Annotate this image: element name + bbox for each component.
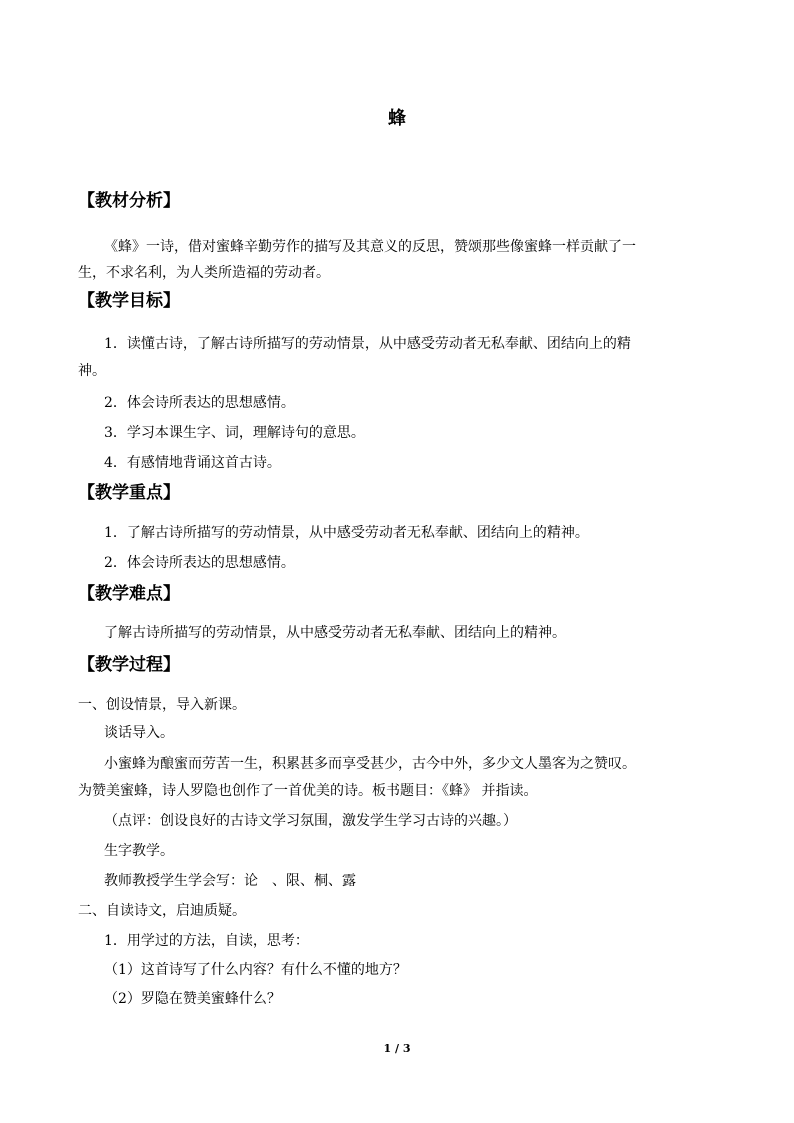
list-item: 1．读懂古诗，了解古诗所描写的劳动情景，从中感受劳动者无私奉献、团结向上的精 bbox=[104, 336, 631, 352]
section-difficulty bbox=[78, 583, 718, 605]
list-item: 2．体会诗所表达的思想感情。 bbox=[104, 395, 295, 411]
comment-line: （点评：创设良好的古诗文学习氛围，激发学生学习古诗的兴趣。） bbox=[104, 813, 517, 829]
process-line-4 bbox=[78, 780, 718, 802]
goal-item-1 bbox=[78, 333, 718, 355]
paragraph-line: 为赞美蜜蜂，诗人罗隐也创作了一首优美的诗。板书题目：《蜂》 并指读。 bbox=[78, 783, 538, 799]
section-heading: 【教学难点】 bbox=[78, 584, 180, 604]
section-analysis bbox=[78, 190, 718, 212]
goal-item-3 bbox=[78, 422, 718, 444]
process-line-7 bbox=[78, 870, 718, 892]
section-key bbox=[78, 482, 718, 504]
document-title: 蜂 bbox=[388, 108, 406, 129]
goal-item-1-cont bbox=[78, 360, 718, 382]
key-item-1 bbox=[78, 522, 718, 544]
section-heading: 【教材分析】 bbox=[78, 191, 180, 211]
list-item: 2．体会诗所表达的思想感情。 bbox=[104, 555, 295, 571]
process-line-8 bbox=[78, 900, 718, 922]
list-item: 1．用学过的方法，自读，思考： bbox=[104, 933, 309, 949]
paragraph-line: 小蜜蜂为酿蜜而劳苦一生，积累甚多而享受甚少，古今中外，多少文人墨客为之赞叹。 bbox=[104, 756, 636, 772]
question-item: （1）这首诗写了什么内容？有什么不懂的地方？ bbox=[104, 962, 407, 978]
section-heading: 【教学重点】 bbox=[78, 483, 180, 503]
list-item: 1．了解古诗所描写的劳动情景，从中感受劳动者无私奉献、团结向上的精神。 bbox=[104, 525, 589, 541]
process-line-1 bbox=[78, 694, 718, 716]
subsection-heading: 一、创设情景，导入新课。 bbox=[78, 697, 246, 713]
process-line-11 bbox=[78, 988, 718, 1010]
process-line-5 bbox=[78, 810, 718, 832]
goal-item-2 bbox=[78, 392, 718, 414]
section-goals bbox=[78, 290, 718, 312]
process-line-9 bbox=[78, 930, 718, 952]
process-line-6 bbox=[78, 840, 718, 862]
key-item-2 bbox=[78, 552, 718, 574]
paragraph-line: 生，不求名利，为人类所造福的劳动者。 bbox=[78, 265, 330, 281]
paragraph-line: 《蜂》一诗，借对蜜蜂辛勤劳作的描写及其意义的反思，赞颂那些像蜜蜂一样贡献了一 bbox=[104, 239, 636, 255]
paragraph-line: 教师教授学生学会写：论 、限、桐、露 bbox=[104, 873, 356, 889]
section-heading: 【教学过程】 bbox=[78, 655, 180, 675]
process-line-3 bbox=[78, 753, 718, 775]
paragraph-line: 谈话导入。 bbox=[104, 725, 174, 741]
page-number: 1 / 3 bbox=[383, 1042, 411, 1055]
list-item: 3．学习本课生字、词，理解诗句的意思。 bbox=[104, 425, 365, 441]
question-item: （2）罗隐在赞美蜜蜂什么？ bbox=[104, 991, 281, 1007]
process-line-10 bbox=[78, 959, 718, 981]
goal-item-4 bbox=[78, 452, 718, 474]
paragraph-line: 生字教学。 bbox=[104, 843, 174, 859]
subsection-heading: 二、自读诗文，启迪质疑。 bbox=[78, 903, 246, 919]
paragraph-line: 了解古诗所描写的劳动情景，从中感受劳动者无私奉献、团结向上的精神。 bbox=[104, 625, 566, 641]
list-item: 神。 bbox=[78, 363, 106, 379]
list-item: 4．有感情地背诵这首古诗。 bbox=[104, 455, 281, 471]
process-line-2 bbox=[78, 722, 718, 744]
section-process bbox=[78, 654, 718, 676]
difficulty-paragraph bbox=[78, 622, 718, 644]
analysis-paragraph bbox=[78, 236, 718, 258]
analysis-paragraph-cont bbox=[78, 262, 718, 284]
section-heading: 【教学目标】 bbox=[78, 291, 180, 311]
